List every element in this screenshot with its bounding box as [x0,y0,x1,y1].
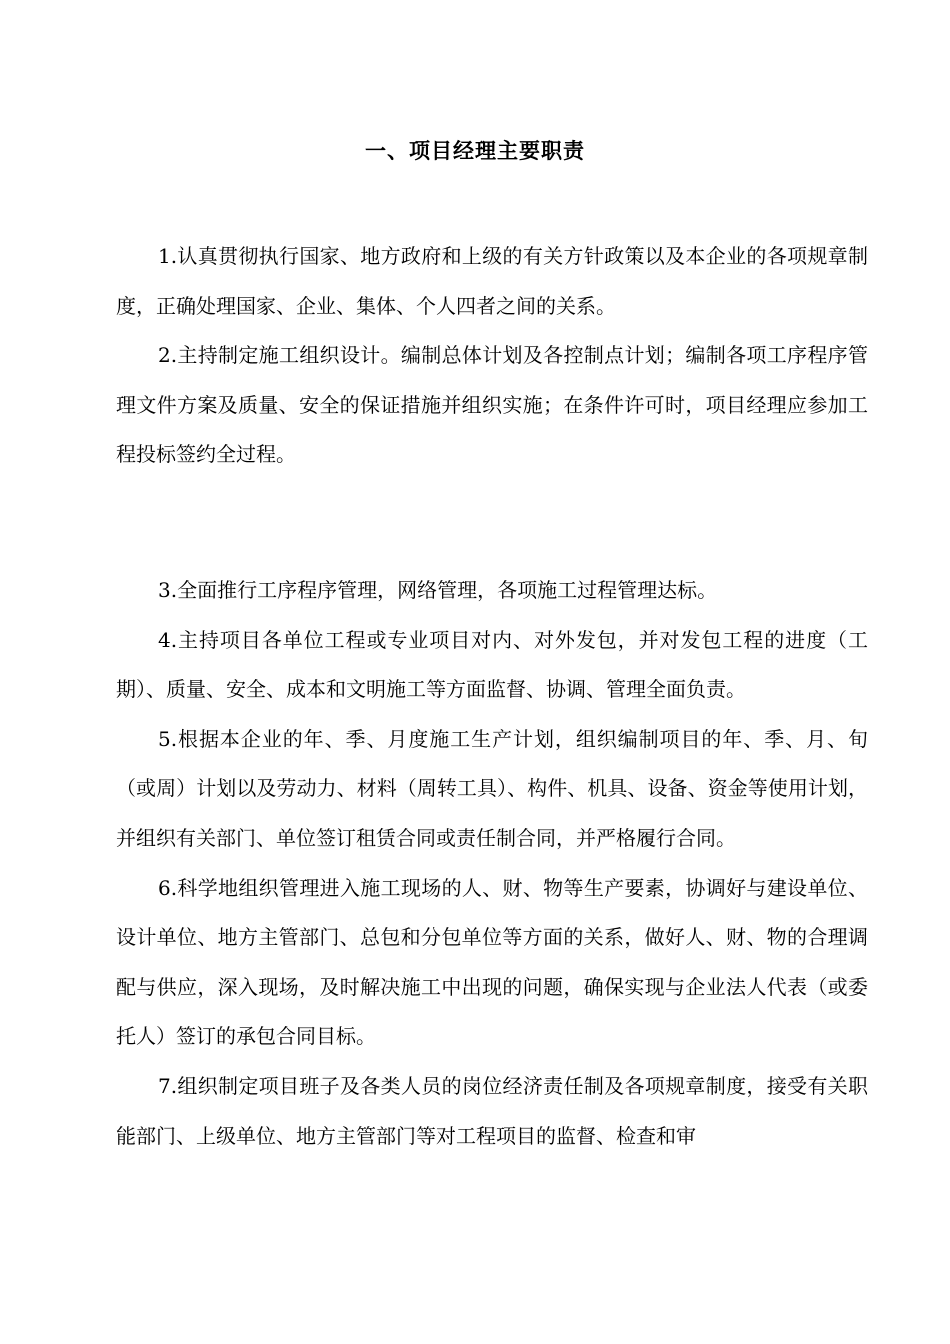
paragraph-3: 3.全面推行工序程序管理，网络管理，各项施工过程管理达标。 [158,577,718,602]
paragraph-6: 6.科学地组织管理进入施工现场的人、财、物等生产要素，协调好与建设单位、设计单位、地方主管部门、总包和分包单位等方面的关系，做好人、财、物的合理调配与供应，深入现场，及时解决施工中出现的问题，确保实现与企业法人代表（或委托人）签订的承包合同目标。 [116,875,868,1049]
section-title: 一、项目经理主要职责 [365,138,585,163]
document-body [116,232,868,1161]
paragraph-gap [116,480,868,566]
paragraph-2: 2.主持制定施工组织设计。编制总体计划及各控制点计划；编制各项工序程序管理文件方案及质量、安全的保证措施并组织实施；在条件许可时，项目经理应参加工程投标签约全过程。 [116,343,868,467]
paragraph-1: 1.认真贯彻执行国家、地方政府和上级的有关方针政策以及本企业的各项规章制度，正确处理国家、企业、集体、个人四者之间的关系。 [116,244,868,318]
paragraph-4: 4.主持项目各单位工程或专业项目对内、对外发包，并对发包工程的进度（工期）、质量、安全、成本和文明施工等方面监督、协调、管理全面负责。 [116,627,868,702]
paragraph-7: 7.组织制定项目班子及各类人员的岗位经济责任制及各项规章制度，接受有关职能部门、上级单位、地方主管部门等对工程项目的监督、检查和审 [116,1073,868,1148]
paragraph-5: 5.根据本企业的年、季、月度施工生产计划，组织编制项目的年、季、月、旬（或周）计划以及劳动力、材料（周转工具）、构件、机具、设备、资金等使用计划，并组织有关部门、单位签订租赁合同或责任制合同，并严格履行合同。 [116,726,868,850]
